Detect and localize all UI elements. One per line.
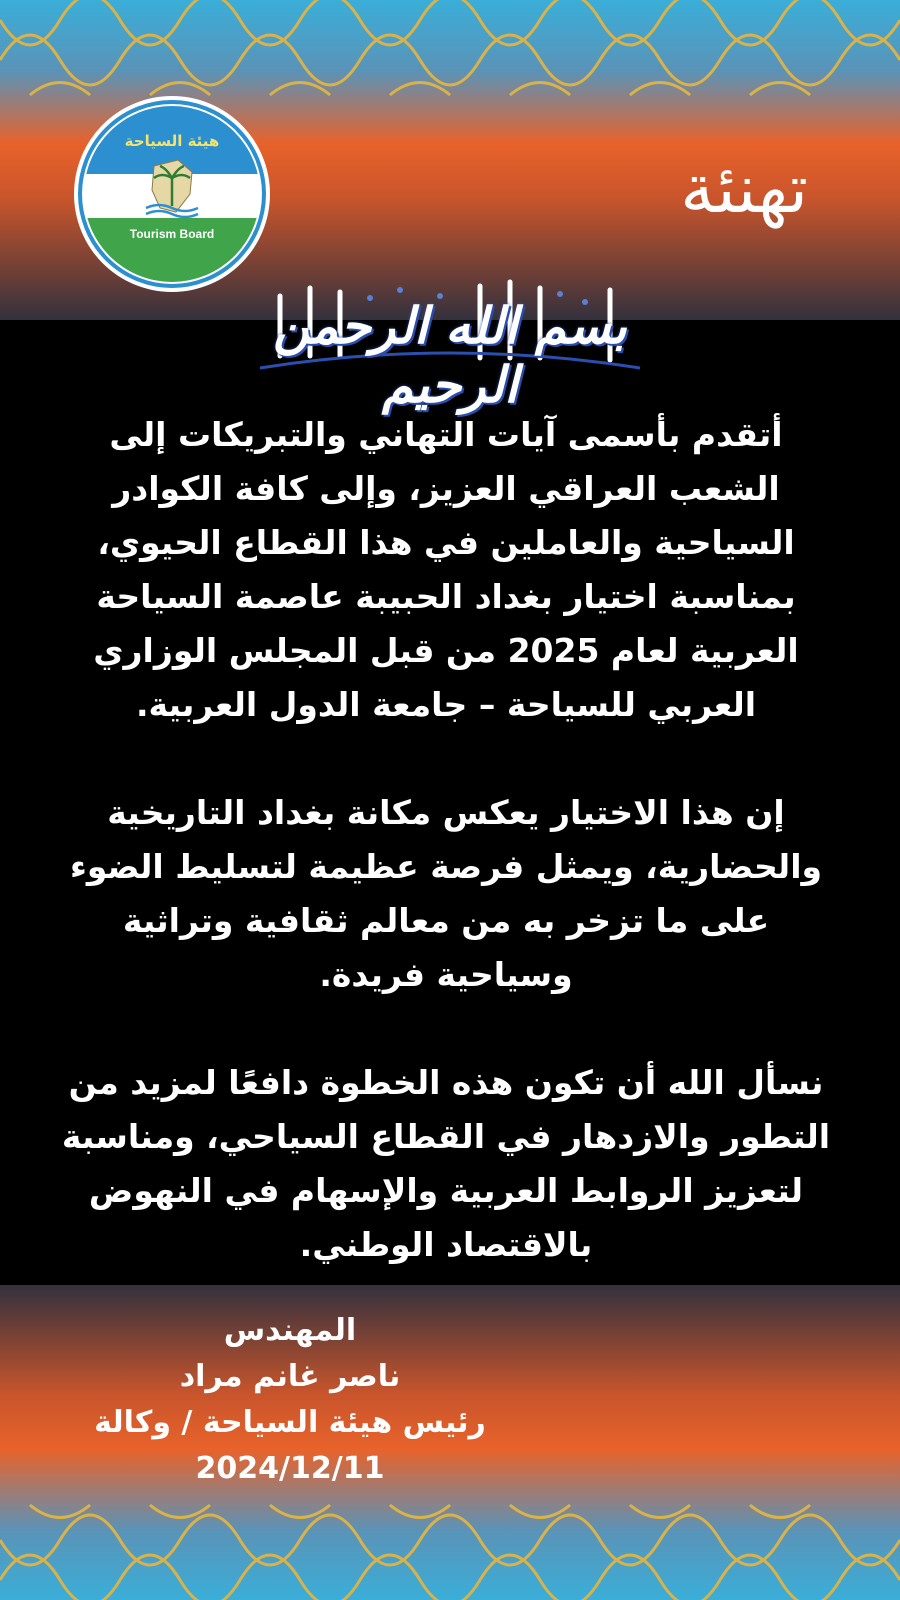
- signature-date: 2024/12/11: [195, 1451, 385, 1486]
- congratulation-message: [56, 408, 836, 1326]
- signature-name: ناصر غانم مراد: [179, 1359, 401, 1394]
- basmala-calligraphy: [240, 268, 660, 414]
- signature-block: [30, 1308, 550, 1492]
- page-title: تهنئة: [680, 150, 808, 229]
- signature-position: رئيس هيئة السياحة / وكالة: [94, 1405, 486, 1440]
- logo-arabic-text: هيئة السياحة: [124, 132, 220, 150]
- message-paragraph-3: نسأل الله أن تكون هذه الخطوة دافعًا لمزيد من التطور والازدهار في القطاع السياحي، ومناسبة لتعزيز الروابط العربية والإسهام في النهوض بالاقتصاد الوطني.: [61, 1063, 831, 1264]
- arabesque-ornament-bottom: [0, 1490, 900, 1600]
- tourism-board-logo: [74, 96, 270, 292]
- arabesque-ornament-top: [0, 0, 900, 110]
- tourism-board-emblem: [74, 96, 270, 292]
- signature-honorific: المهندس: [223, 1313, 357, 1348]
- basmala-text: بسم الله الرحمن الرحيم: [273, 296, 627, 414]
- message-paragraph-1: أتقدم بأسمى آيات التهاني والتبريكات إلى الشعب العراقي العزيز، وإلى كافة الكوادر السياحية والعاملين في هذا القطاع الحيوي، بمناسبة اختيار بغداد الحبيبة عاصمة السياحة العربية لعام 2025 من قبل المجلس الوزاري العربي للسياحة – جامعة الدول العربية.: [93, 415, 799, 724]
- message-paragraph-2: إن هذا الاختيار يعكس مكانة بغداد التاريخية والحضارية، ويمثل فرصة عظيمة لتسليط الضوء على ما تزخر به من معالم ثقافية وتراثية وسياحية فريدة.: [69, 793, 823, 994]
- logo-english-text: Tourism Board: [129, 227, 215, 241]
